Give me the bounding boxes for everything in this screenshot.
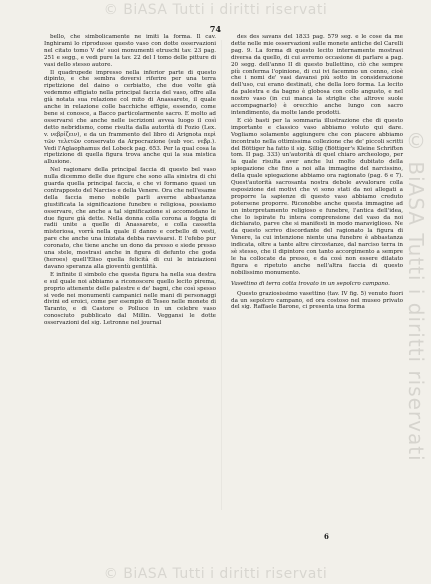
right-paragraph-2: E ciò basti per la sommaria illustrazione che di questo importante e classico vaso abbiamo voluto qui dare. Vogliamo solamente aggiungere che con piacere abbiamo incontrato nella ottimissima collezione che de' piccoli scritti del Böttiger ha fatto il sig. Sillig (Böttiger's Kleine Schriften tom. II pag. 333) un'autorità di quel chiaro archeologo, per la quale risulta aver anche lui molto dubitato della spiegazione che fino a noi alla immagine del narcissino, della quale spiegazione abbiamo ora ragionato (pag. 6 e 7). Quest'autorità sacrosanta nostra debole avvalorare colla esposizione dei motivi che vi sono stati da noi allegati a proporre la sapienze di questo vaso abbiamo creduto potersene proporre. Riconobbe anche questa immagine ad un interpretamento religioso e funebre, l'antica dell'idea, che lo ispirate fu intera comprensione del vaso da noi dichiarato, parve che si manifesti in modo maraviglioso. Ne da questo scrivo discordante del ragionato la figura di Venere, la cui intenzione niente una funebre è abbastanza indicata, oltre a tante altre circostanze, dal narciso terra in sè stesso, che il dipintore con tanto accorgimento a sempre le ha collocate da presso, e da così non essere dilatato figura e ripetuto anche nell'altra faccia di questo nobilissimo monumento. bbox=[231, 117, 403, 276]
left-paragraph-4: E infinite il simbolo che questa figura ha nella sua destra e sul quale noi abbiamo a riconoscere quello lecito pirema, proprio attenente delle palestre e de' bagni, che così spesso si vede nei monumenti campanici nelle mani di personaggi divini ed eroici, come per esempio di Teseo nelle monete di Taranto, e di Castore o Polluce in un celebre vaso conosciuto pubblicato dal Millin. Veggansi le dotte osservazioni del sig. Letronne nel journal bbox=[44, 271, 216, 327]
watermark-side: © BiASA Tutti i diritti riservati bbox=[404, 128, 428, 462]
column-gutter bbox=[221, 40, 222, 510]
left-paragraph-2: Il quadrupede impresso nella inferior parte di questo dipinto, e che sembra doversi riferire per una terra ripetizione del daino o cerbiatto, che due volte già vedemmo effigiato nella principal faccia del vaso, offre alla già notata sua relazione col mito di Anassarete, il quale anche in relazione colle bacchiche effigie, essendo, come bene si conosce, a Bacco particolarmente sacro. E molto ad osservarsi che anche nelle iscrizioni avvea luogo il così detto nebridismo, come risulta dalla autorità di Fozio (Lex. v. νεβρίζειν), e da un frammento del libro di Arignota περὶ τῶν τελετῶν conservato da Arpocrazione (sub voc. νεβρ.). Vedi l'Aglaophamus del Lobeck pag. 653. Per la qual cosa la ripetizione di quella figura trova anche qui la sua mistica allusione. bbox=[44, 69, 216, 166]
signature-mark: 6 bbox=[324, 532, 329, 541]
left-paragraph-1: bello, che simbolicamente ne imiti la forma. Il cav. Inghirami lo riprodusse questo vaso con dotte osservazioni nel citato tomo V de' suoi monumenti etruschi tav. 23 pag. 251 e segg., e vedi pure la tav. 22 del I tomo delle pitture di vasi dello stesso autore. bbox=[44, 34, 216, 68]
page-number: 74 bbox=[209, 24, 222, 34]
watermark-bottom: © BiASA Tutti i diritti riservati bbox=[103, 566, 328, 582]
watermark-top: © BiASA Tutti i diritti riservati bbox=[103, 2, 328, 18]
right-column bbox=[231, 34, 403, 311]
left-column bbox=[44, 34, 216, 327]
left-paragraph-3: Nel ragionare della principal faccia di questo bel vaso nulla dicemmo delle due figure che sono alla sinistra di chi guarda quella principal faccia, e che vi formano quasi un contrapposto del Narciso e della Venere. Ora che nell'esame della faccia meno nobile parli averne abbastanza giustificata la significazione funebre e religiosa, possiamo osservare, che anche a tal significazione si accomodano le due figure già dette. Nella donna colla corona a foggia di radii unite a quelle di Anassarete, e colla cassetta misteriosa, vorrà nella quale il danno e corbello di vesti, pare che anche una iniziata debba ravvisarsi. E l'efebo pur coronato, che tiene anche un dono da presso e siede presso una stele, mostrasi anche in figura di defunto che goda (heroes) quell'Eliso quella felicità di cui le iniziazioni davano speranza alla gioventù gentilità. bbox=[44, 167, 216, 270]
right-paragraph-3: Questo graziosissimo vasettino (tav. IV fig. 5) venuto fuori da un sepolcro campano, ed ora costoso nel museo privato del sig. Raffaele Barone, ci presenta una forma bbox=[231, 290, 403, 311]
right-paragraph-1: des des savans del 1833 pag. 579 seg. e le cose da me dette nelle mie osservazioni sulle monete antiche del Carelli pag. 9. La forma di questo lecito internamente mostrasi diversa da quello, di cui avremo occasione di parlare a pag. 20 segg. dell'anno II di questo bullettino, ciò che sempre più conferma l'opinione, di cui ivi facemmo un cenno, cioè che i nomi de' vasi davansi più sotto in considerazione dell'uso, cui erano destinati, che della loro forma. La lecito da palestra e da bagno è globosa con collo angusto, e nel nostro vaso (in cui manca la striglie che altrove suole accompagnarlo) è orecchio anche lungo con sacro intendimento, da molte lande prodotti. bbox=[231, 34, 403, 116]
section-heading: Vasettino di terra cotta trovato in un sepolcro campano. bbox=[231, 280, 390, 287]
